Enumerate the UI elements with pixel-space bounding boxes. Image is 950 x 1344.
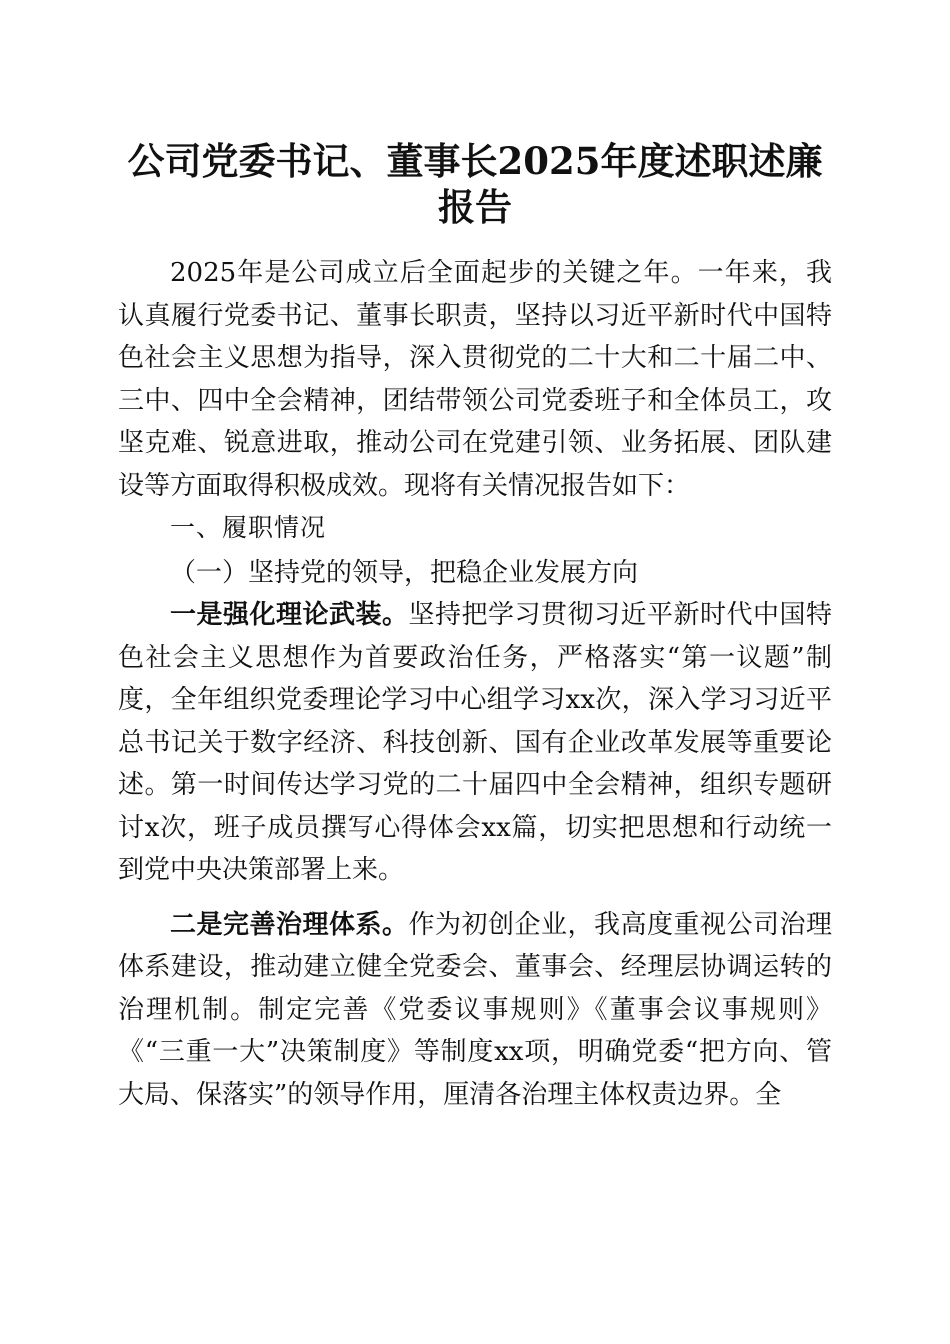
paragraph-text: 作为初创企业，我高度重视公司治理体系建设，推动建立健全党委会、董事会、经理层协调运转的治理机制。制定完善《党委议事规则》《董事会议事规则》《“三重一大”决策制度》等制度xx项，明确党委“把方向、管大局、保落实”的领导作用，厘清各治理主体权责边界。全 xyxy=(118,909,832,1110)
paragraph-lead: 一是强化理论武装。 xyxy=(170,600,409,630)
paragraph-lead: 二是完善治理体系。 xyxy=(170,909,409,940)
paragraph-governance xyxy=(118,904,832,1117)
subsection-heading-1: （一）坚持党的领导，把稳企业发展方向 xyxy=(170,557,639,588)
section-heading-1: 一、履职情况 xyxy=(170,513,327,542)
paragraph-text: 坚持把学习贯彻习近平新时代中国特色社会主义思想作为首要政治任务，严格落实“第一议题”制度，全年组织党委理论学习中心组学习xx次，深入学习习近平总书记关于数字经济、科技创新、国有企业改革发展等重要论述。第一时间传达学习党的二十届四中全会精神，组织专题研讨x次，班子成员撰写心得体会xx篇，切实把思想和行动统一到党中央决策部署上来。 xyxy=(118,600,832,885)
paragraph-theory-study xyxy=(118,594,832,892)
document-body xyxy=(118,252,832,1116)
intro-paragraph: 2025年是公司成立后全面起步的关键之年。一年来，我认真履行党委书记、董事长职责，坚持以习近平新时代中国特色社会主义思想为指导，深入贯彻党的二十大和二十届二中、三中、四中全会精神，团结带领公司党委班子和全体员工，攻坚克难、锐意进取，推动公司在党建引领、业务拓展、团队建设等方面取得积极成效。现将有关情况报告如下： xyxy=(118,258,832,501)
document-title: 公司党委书记、董事长2025年度述职述廉报告 xyxy=(127,139,823,229)
